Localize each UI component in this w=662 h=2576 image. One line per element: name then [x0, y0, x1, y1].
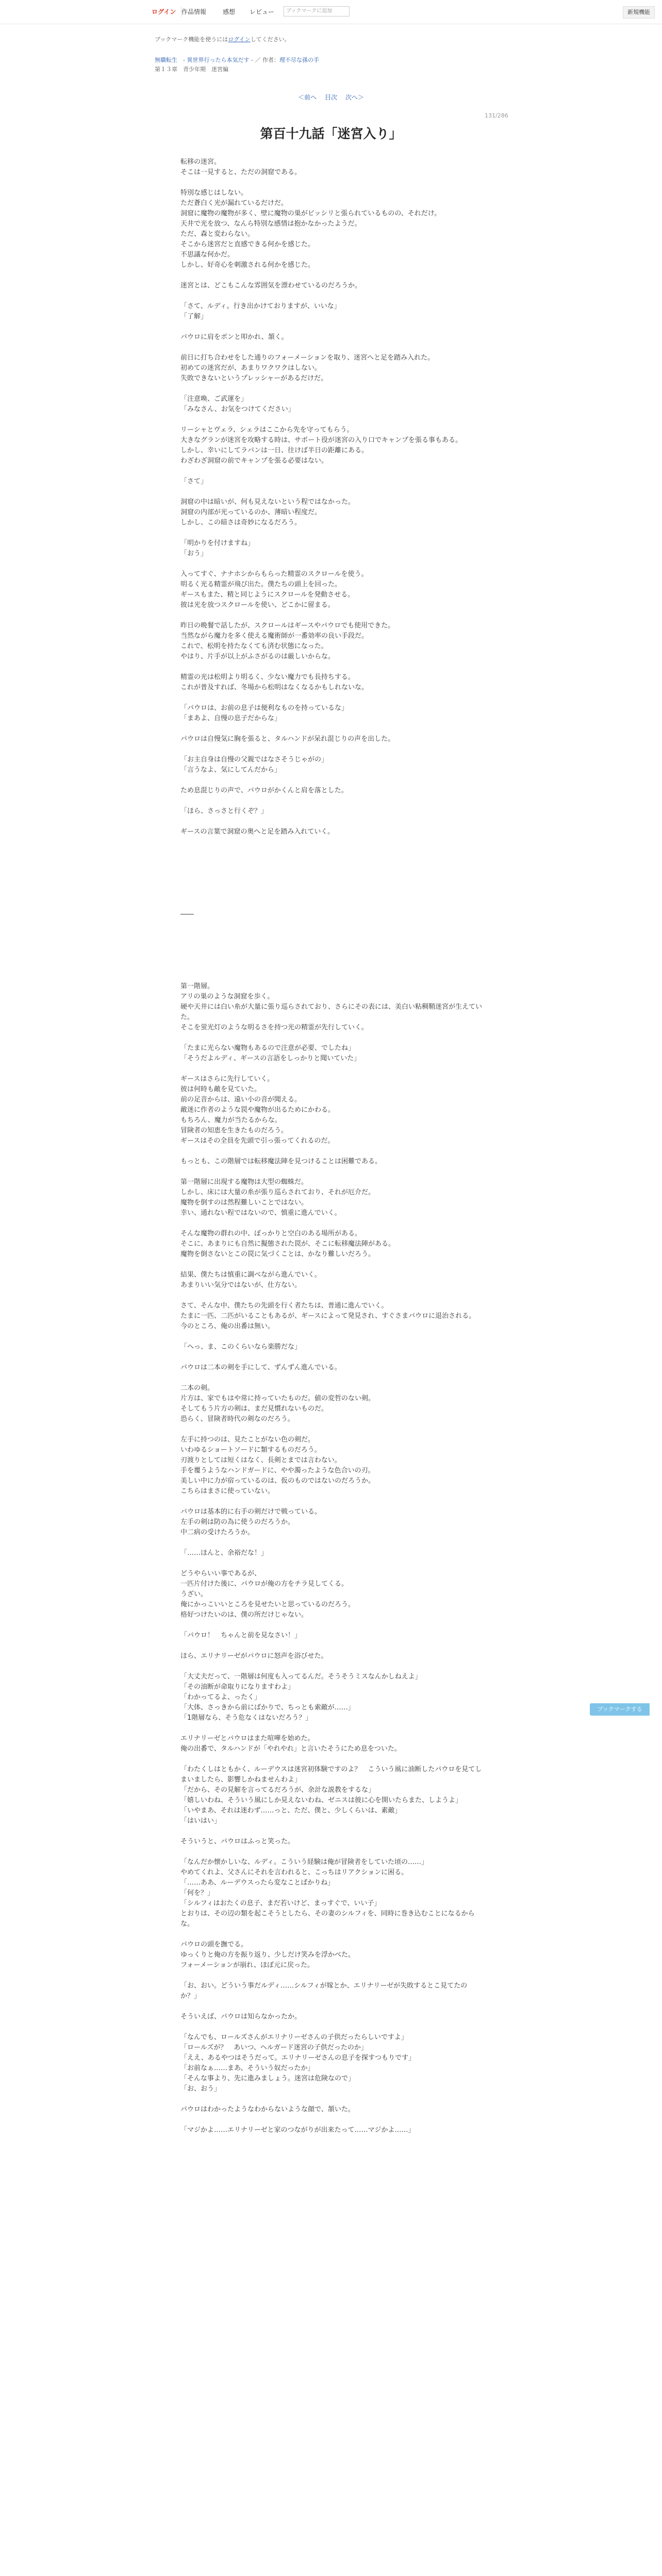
story-line: 迷宮とは、どこもこんな雰囲気を漂わせているのだろうか。 — [180, 282, 362, 290]
story-line: 魔物を倒すのは然程難しいことではない。 — [180, 1199, 308, 1207]
story-line: 初めての迷宮だが、あまりワクワクはしない。 — [180, 364, 322, 372]
story-line: そしてもう片方の剣は、まだ見慣れないものだ。 — [180, 1405, 328, 1413]
story-line: 特別な感じはしない。 — [180, 189, 248, 197]
story-line: しかし、幸いにしてラパンは一日、往けば半日の距離にある。 — [180, 447, 369, 454]
story-line: これが普及すれば、冬場から松明はなくなるかもしれないな。 — [180, 684, 369, 691]
story-line: 今のところ、俺の出番は無い。 — [180, 1323, 275, 1330]
story-line: そういえば、パウロは知らなかったか。 — [180, 2013, 302, 2021]
story-line: 前日に打ち合わせをした通りのフォーメーションを取り、迷宮へと足を踏み入れた。 — [180, 354, 435, 362]
story-line: 左手に持つのは、見たことがない色の剣だ。 — [180, 1436, 315, 1444]
story-line: 「マジかよ……エリナリーゼと家のつながりが出来たって……マジかよ……」 — [180, 2126, 415, 2134]
story-line: そこを蛍光灯のような明るさを持つ光の精霊が先行していく。 — [180, 1024, 368, 1031]
scene-separator: ―― — [180, 910, 194, 918]
story-line: そういうと、パウロはふっと笑った。 — [180, 1838, 295, 1845]
story-line: こちらはまさに使っていない。 — [180, 1487, 275, 1495]
story-line: 洞窟に魔物の魔物が多く、壁に魔物の巣がビッシリと張られているものの、それだけ。 — [180, 210, 441, 217]
floating-bookmark-button[interactable]: ブックマークする — [590, 1703, 650, 1716]
story-line: 「なんだか懐かしいな、ルディ。こういう経験は俺が冒険者をしていた頃の……」 — [180, 1858, 428, 1866]
story-line: 洞窟の内部が光っているのか、薄暗い程度だ。 — [180, 509, 322, 516]
story-line: しかし、床には大量の糸が張り巡らされており、それが厄介だ。 — [180, 1189, 375, 1196]
story-line: そこは一見すると、ただの洞窟である。 — [180, 168, 302, 176]
story-line: ただ、森と変わらない。 — [180, 230, 255, 238]
story-line: そんな魔物の群れの中、ぽっかりと空白のある場所がある。 — [180, 1230, 362, 1238]
story-line: 「……ほんと、余裕だな！」 — [180, 1549, 268, 1557]
story-line: しかし、この暗さは奇妙になるだろう。 — [180, 519, 302, 527]
nav-reviews[interactable]: レビュー — [250, 8, 275, 15]
notice-text-prefix: ブックマーク機能を使うには — [155, 36, 228, 43]
story-line: 「大丈夫だって、一階層は何度も入ってるんだ。そうそうミスなんかしねえよ」 — [180, 1673, 422, 1681]
story-line: 失敗できないというプレッシャーがあるだけだ。 — [180, 375, 328, 382]
story-line: 大きなグランが迷宮を攻略する時は、サポート役が迷宮の入り口でキャンプを張る事もある。 — [180, 436, 462, 444]
story-line: 「みなさん、お気をつけてください」 — [180, 405, 295, 413]
story-line: パウロの頭を撫でる。 — [180, 1941, 248, 1948]
story-line: 「ほら、さっさと行くぞ？」 — [180, 807, 268, 815]
story-line: うざい。 — [180, 1590, 208, 1598]
story-line: ほら、エリナリーゼがパウロに怒声を浴びせた。 — [180, 1652, 328, 1660]
story-line: ただ蒼白く光が漏れているだけだ。 — [180, 199, 288, 207]
story-line: 恐らく、冒険者時代の剣なのだろう。 — [180, 1415, 294, 1423]
story-line: パウロは自慢気に胸を張ると、タルハンドが呆れ混じりの声を出した。 — [180, 735, 395, 743]
story-line: 「注意喚、ご武運を」 — [180, 395, 248, 403]
story-line: 格好つけたいのは、僕の所だけじゃない。 — [180, 1611, 308, 1619]
story-line: ため息混じりの声で、パウロがかくんと肩を落とした。 — [180, 787, 348, 794]
story-line: 「お、おい。どういう事だルディ……シルフィが嫁とか、エリナリーゼが失敗するとこ見てたのか？」 — [180, 1982, 468, 2000]
top-bar — [0, 0, 662, 24]
story-line: 転移の迷宮。 — [180, 158, 221, 166]
story-line: 「さて、ルディ。行き出かけておりますが、いいな」 — [180, 302, 341, 310]
story-line: 不思議な何かだ。 — [180, 251, 235, 259]
story-line: 昨日の晩餐で話したが、スクロールはギースやパウロでも使用できた。 — [180, 622, 395, 630]
story-line: 硬や天井には白い糸が大量に張り巡らされており、さらにその表には、美白い粘稠鞘迷宮が生えていた。 — [180, 1003, 483, 1021]
story-line: 「お、おう」 — [180, 2085, 221, 2093]
story-line: 結果、僕たちは慎重に調べながら進んでいく。 — [180, 1271, 321, 1279]
story-line: パウロは基本的に右手の剣だけで戦っている。 — [180, 1508, 322, 1516]
story-line: 俺の出番で、タルハンドが「やれやれ」と言いたそうにため息をついた。 — [180, 1745, 401, 1753]
story-line: 彼は何時も敵を見ていた。 — [180, 1086, 261, 1093]
story-line: 「なんでも、ロールズさんがエリナリーゼさんの子供だったらしいですよ」 — [180, 2033, 408, 2041]
story-line: 第一階層に出現する魔物は大型の蜘蛛だ。 — [180, 1178, 308, 1186]
story-line: 一匹片付けた後に、パウロが俺の方をチラ見してくる。 — [180, 1580, 349, 1588]
story-line: パウロに肩をポンと叩かれ、頷く。 — [180, 333, 288, 341]
story-line: 「そうだよルディ、ギースの言語をしっかりと聞いていた」 — [180, 1055, 361, 1062]
story-line: しかし、好奇心を刺激される何かを感じた。 — [180, 261, 315, 269]
story-line: 美しい中に力が宿っているのは、仮のものではないのだろうか。 — [180, 1477, 375, 1485]
story-line: 「お前なぁ……まあ、そういう奴だったか」 — [180, 2064, 315, 2072]
story-line: もちろん、魔力が当たるからな。 — [180, 1116, 282, 1124]
story-line: 「その油断が命取りになりますわよ」 — [180, 1683, 295, 1691]
story-line: 冒険者の知恵を生きたものだろう。 — [180, 1127, 288, 1134]
story-line: やめてくれよ、父さんにそれを言われると、こっちはリアクションに困る。 — [180, 1869, 408, 1876]
story-line: ギースはその全員を先頭で引っ張ってくれるのだ。 — [180, 1137, 335, 1145]
story-line: 「1階層なら、そう危なくはないだろう？」 — [180, 1714, 312, 1722]
story-line: 「いやまあ、それは迷わず……っと、ただ、僕と、少しくらいは、素敵」 — [180, 1807, 402, 1815]
story-body — [180, 157, 483, 2146]
next-link[interactable]: 次へ＞ — [345, 94, 364, 101]
story-line: 当然ながら魔力を多く使える魔術師が一番効率の良い手段だ。 — [180, 632, 369, 640]
story-line: 手を覆うようなハンドガードに、やや濁ったような色合いの刃。 — [180, 1467, 375, 1475]
story-line: たまに一匹、二匹がいることもあるが、ギースによって発見され、すぐさまパウロに退治される。 — [180, 1312, 476, 1320]
story-line: 「はいはい」 — [180, 1817, 221, 1825]
notice-text-suffix: してください。 — [250, 36, 290, 43]
story-line: そこに、あまりにも自然に擬態された罠が、そこに転移魔法陣がある。 — [180, 1240, 395, 1248]
story-line: 左手の剣は防の為に使うのだろうか。 — [180, 1518, 295, 1526]
story-line: 「明かりを付けますね」 — [180, 539, 255, 547]
story-line: 「だから、その見解を言ってるだろうが、余計な説教をするな」 — [180, 1786, 375, 1794]
notice-login-link[interactable]: ログイン — [228, 36, 251, 43]
story-line: 「そんな事より、先に進みましょう。迷宮は危険なので」 — [180, 2075, 355, 2082]
story-line: フォーメーションが崩れ、ほぼ元に戻った。 — [180, 1961, 314, 1969]
story-line: 入ってすぐ、ナナホシからもらった精霊のスクロールを使う。 — [180, 570, 368, 578]
page-count: 131/286 — [485, 112, 508, 119]
nav-work-info[interactable]: 作品情報 — [181, 8, 207, 15]
story-line: 「まあよ、自慢の息子だからな」 — [180, 715, 282, 722]
story-line: ギースの言葉で洞窟の奥へと足を踏み入れていく。 — [180, 828, 335, 836]
story-line: 幸い、通れない程ではないので、慎重に進んでいく。 — [180, 1209, 341, 1217]
story-line: エリナリーゼとパウロはまた喧嘩を始めた。 — [180, 1735, 315, 1742]
breadcrumb: 無職転生 - 異世界行ったら本気だす - ／ 作者：理不尽な孫の手 — [155, 57, 319, 63]
story-line: 「たまに光らない魔物もあるので注意が必要、でしたね」 — [180, 1044, 355, 1052]
story-line: 洞窟の中は暗いが、何も見えないという程ではなかった。 — [180, 498, 355, 506]
story-line: ギースはさらに先行していく。 — [180, 1075, 274, 1083]
bookmark-add-field[interactable]: ブックマークに追加 — [284, 6, 350, 16]
story-line: パウロは二本の剣を手にして、ずんずん進んでいる。 — [180, 1364, 341, 1371]
story-line: 二本の剣。 — [180, 1384, 214, 1392]
story-line: 精霊の光は松明より明るく、少ない魔力でも長持ちする。 — [180, 673, 355, 681]
story-line: 「言うなよ、気にしてんだから」 — [180, 766, 282, 774]
chapter-title: 第百十九話「迷宮入り」 — [260, 126, 402, 141]
story-line: 「パウロは、お前の息子は便利なものを持っているな」 — [180, 704, 349, 712]
story-line: 彼は光を放つスクロールを使い、どこかに留まる。 — [180, 601, 335, 609]
story-line: 刃渡りとしては短くはなく、長剣とまでは言わない。 — [180, 1456, 341, 1464]
story-line: 「お主自身は自慢の父親ではなさそうじゃがの」 — [180, 756, 328, 764]
story-line: ギースもまた、精と同じようにスクロールを発動させる。 — [180, 591, 355, 599]
story-line: 「シルフィはおたくの息子、まだ若いけど、まっすぐで、いい子」 — [180, 1900, 381, 1907]
story-line: 中二病の受けたろうか。 — [180, 1529, 255, 1536]
series-link[interactable]: 無職転生 - 異世界行ったら本気だす - — [155, 57, 253, 63]
story-line: さて、そんな中、僕たちの先頭を行く者たちは、普通に進んでいく。 — [180, 1302, 388, 1310]
prev-link[interactable]: ＜前へ — [298, 94, 317, 101]
story-line: とおりは、その辺の類を起こそうとしたら、その妻のシルフィを、同時に巻き込むことになるからな。 — [180, 1910, 475, 1928]
story-line: 第一階層。 — [180, 982, 214, 990]
story-line: 前の足音からは、遠い小の音が聞える。 — [180, 1096, 302, 1104]
story-line: 「大体、さっきから前にばかりで、ちっとも索敵が……」 — [180, 1704, 355, 1711]
story-line: 魔物を倒さないとこの罠に気づくことは、かなり難しいだろう。 — [180, 1250, 375, 1258]
author-label: 作者： — [262, 57, 279, 63]
author-link[interactable]: 理不尽な孫の手 — [279, 57, 319, 63]
story-line: これで、松明を持たなくても済む状態になった。 — [180, 642, 328, 650]
story-line: 「パウロ！ ちゃんと前を見なさい！」 — [180, 1632, 302, 1639]
story-line: 「了解」 — [180, 313, 208, 320]
story-line: 「……ああ、ルーデウスったら変なことばかりね」 — [180, 1879, 335, 1887]
story-line: 明るく光る精霊が飛び出た。僕たちの頭上を回った。 — [180, 581, 342, 588]
story-line: いわゆるショートソードに類するものだろう。 — [180, 1446, 321, 1454]
story-line: リーシャとヴェラ、シェラはここから先を守ってもらう。 — [180, 426, 354, 434]
story-line: 「さて」 — [180, 478, 208, 485]
story-line: 敵迷に作者のような罠や魔物が出るためにかわる。 — [180, 1106, 335, 1114]
story-line: アリの巣のような洞窟を歩く。 — [180, 993, 274, 1001]
chapter-info: 第１３章 青少年期 迷宮編 — [155, 66, 228, 73]
story-line: 「おう」 — [180, 550, 208, 557]
index-link[interactable]: 目次 — [324, 94, 337, 101]
story-line: そこから迷宮だと直感できる何かを感じた。 — [180, 241, 315, 248]
login-button[interactable]: ログイン — [146, 7, 181, 17]
story-line: わざわざ洞窟の前でキャンプを張る必要はない。 — [180, 457, 328, 465]
story-line: どうやらいい事であるが、 — [180, 1570, 261, 1578]
story-line: パウロはわかったようなわからないような顔で、頷いた。 — [180, 2106, 355, 2113]
nav-impressions[interactable]: 感想 — [223, 8, 236, 15]
story-line: もっとも、この階層では転移魔法陣を見つけることは困難である。 — [180, 1158, 382, 1165]
story-line: 「わかってるよ、ったく」 — [180, 1693, 261, 1701]
story-line: 「嬉しいわね、そういう風にしか見えないわね、ゼニスは彼に心を開いたらまた、しようよ」 — [180, 1797, 462, 1804]
story-line: 天井で光を放つ、なんら特別な感情は抱かなかったようだ。 — [180, 220, 361, 228]
story-line: ゆっくりと俺の方を振り返り、少しだけ笑みを浮かべた。 — [180, 1951, 355, 1959]
pager-top — [0, 93, 662, 101]
story-line: 「わたくしはともかく、ルーデウスは迷宮初体験ですのよ？ こういう風に油断したパウロを見てしまいましたら、影響しかねませんわよ」 — [180, 1766, 482, 1784]
bookmark-notice — [155, 35, 290, 43]
story-line: あまりいい気分ではないが、仕方ない。 — [180, 1281, 302, 1289]
story-line: 俺にかっこいいところを見せたいと思っているのだろう。 — [180, 1601, 355, 1608]
story-line: 「ロールズが？ あいつ、ヘルガード迷宮の子供だったのか」 — [180, 2044, 368, 2052]
story-line: 片方は、家でもはや常に持っていたものだ。値の変哲のない剣。 — [180, 1395, 375, 1402]
story-line: 「ええ、あるやつはそうだって。エリナリーゼさんの息子を探すつもりです」 — [180, 2054, 416, 2062]
story-line: 「へっ、ま、このくらいなら楽勝だな」 — [180, 1343, 302, 1351]
story-line: やはり、片手が以上がふさがるのは厳しいからな。 — [180, 653, 335, 660]
story-line: 「何を？」 — [180, 1889, 214, 1897]
new-feature-button[interactable]: 新規機能 — [623, 6, 655, 19]
